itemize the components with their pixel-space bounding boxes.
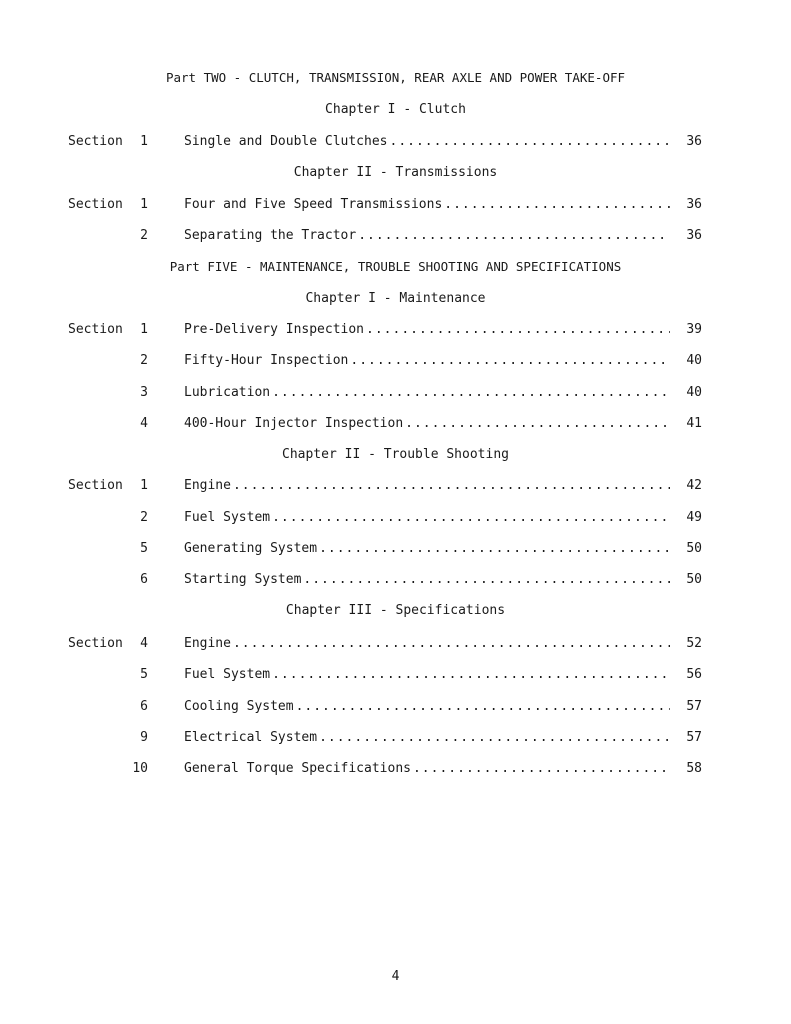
section-number: 1 (140, 134, 148, 149)
entry-title-leader (184, 477, 670, 495)
section-number: 6 (140, 699, 148, 714)
entry-page: 40 (686, 353, 702, 368)
entry-page: 52 (686, 636, 702, 651)
toc-entry (0, 133, 791, 151)
entry-title-leader (184, 415, 670, 433)
chapter-heading: Chapter II - Transmissions (293, 165, 498, 180)
entry-page: 56 (686, 667, 702, 682)
entry-title-leader (184, 509, 670, 527)
entry-title: Separating the Tractor (184, 228, 357, 243)
section-number: 3 (140, 385, 148, 400)
entry-title-leader (184, 540, 670, 558)
toc-entry (0, 352, 791, 370)
entry-title: Cooling System (184, 699, 294, 714)
toc-entry (0, 196, 791, 214)
entry-title-leader (184, 227, 670, 245)
entry-title: General Torque Specifications (184, 761, 411, 776)
toc-entry (0, 509, 791, 527)
entry-title-leader (184, 352, 670, 370)
section-label: Section (68, 322, 123, 337)
entry-title-leader (184, 729, 670, 747)
entry-title: Generating System (184, 541, 318, 556)
section-number: 2 (140, 510, 148, 525)
chapter-heading: Chapter II - Trouble Shooting (282, 447, 509, 462)
toc-entry (0, 635, 791, 653)
page-number: 4 (391, 969, 400, 984)
section-number: 9 (140, 730, 148, 745)
section-number: 1 (140, 322, 148, 337)
entry-page: 36 (686, 134, 702, 149)
entry-page: 42 (686, 478, 702, 493)
entry-page: 50 (686, 541, 702, 556)
entry-title: Single and Double Clutches (184, 134, 388, 149)
section-number: 4 (140, 416, 148, 431)
section-number: 2 (140, 353, 148, 368)
toc-entry (0, 321, 791, 339)
chapter-heading: Chapter III - Specifications (285, 603, 506, 618)
entry-title: Pre-Delivery Inspection (184, 322, 365, 337)
section-number: 1 (140, 197, 148, 212)
entry-title-leader (184, 133, 670, 151)
toc-entry (0, 571, 791, 589)
toc-entry (0, 666, 791, 684)
entry-title-leader (184, 666, 670, 684)
section-number: 10 (132, 761, 148, 776)
entry-title: Starting System (184, 572, 302, 587)
entry-title: Fuel System (184, 510, 271, 525)
entry-title-leader (184, 698, 670, 716)
section-number: 4 (140, 636, 148, 651)
entry-title: Lubrication (184, 385, 271, 400)
toc-entry (0, 477, 791, 495)
entry-page: 40 (686, 385, 702, 400)
entry-title: Electrical System (184, 730, 318, 745)
section-label: Section (68, 478, 123, 493)
entry-title: Fuel System (184, 667, 271, 682)
section-number: 1 (140, 478, 148, 493)
section-number: 2 (140, 228, 148, 243)
chapter-heading: Chapter I - Clutch (325, 102, 466, 117)
entry-page: 57 (686, 730, 702, 745)
toc-entry (0, 384, 791, 402)
chapter-heading: Chapter I - Maintenance (305, 291, 486, 306)
entry-title-leader (184, 196, 670, 214)
entry-page: 41 (686, 416, 702, 431)
toc-entry (0, 415, 791, 433)
section-number: 6 (140, 572, 148, 587)
entry-title: Engine (184, 636, 231, 651)
entry-page: 36 (686, 197, 702, 212)
entry-title-leader (184, 635, 670, 653)
section-number: 5 (140, 541, 148, 556)
entry-page: 50 (686, 572, 702, 587)
entry-title-leader (184, 384, 670, 402)
entry-title-leader (184, 760, 670, 778)
entry-page: 49 (686, 510, 702, 525)
entry-title: Fifty-Hour Inspection (184, 353, 349, 368)
entry-title-leader (184, 571, 670, 589)
entry-page: 39 (686, 322, 702, 337)
part-two-heading: Part TWO - CLUTCH, TRANSMISSION, REAR AXLE AND POWER TAKE-OFF (165, 70, 626, 85)
toc-entry (0, 540, 791, 558)
entry-page: 58 (686, 761, 702, 776)
section-number: 5 (140, 667, 148, 682)
toc-entry (0, 698, 791, 716)
section-label: Section (68, 134, 123, 149)
section-label: Section (68, 197, 123, 212)
toc-entry (0, 760, 791, 778)
entry-page: 36 (686, 228, 702, 243)
entry-title: Engine (184, 478, 231, 493)
part-five-heading: Part FIVE - MAINTENANCE, TROUBLE SHOOTING AND SPECIFICATIONS (169, 259, 622, 274)
section-label: Section (68, 636, 123, 651)
entry-page: 57 (686, 699, 702, 714)
entry-title: 400-Hour Injector Inspection (184, 416, 404, 431)
toc-entry (0, 729, 791, 747)
entry-title-leader (184, 321, 670, 339)
entry-title: Four and Five Speed Transmissions (184, 197, 443, 212)
toc-entry (0, 227, 791, 245)
